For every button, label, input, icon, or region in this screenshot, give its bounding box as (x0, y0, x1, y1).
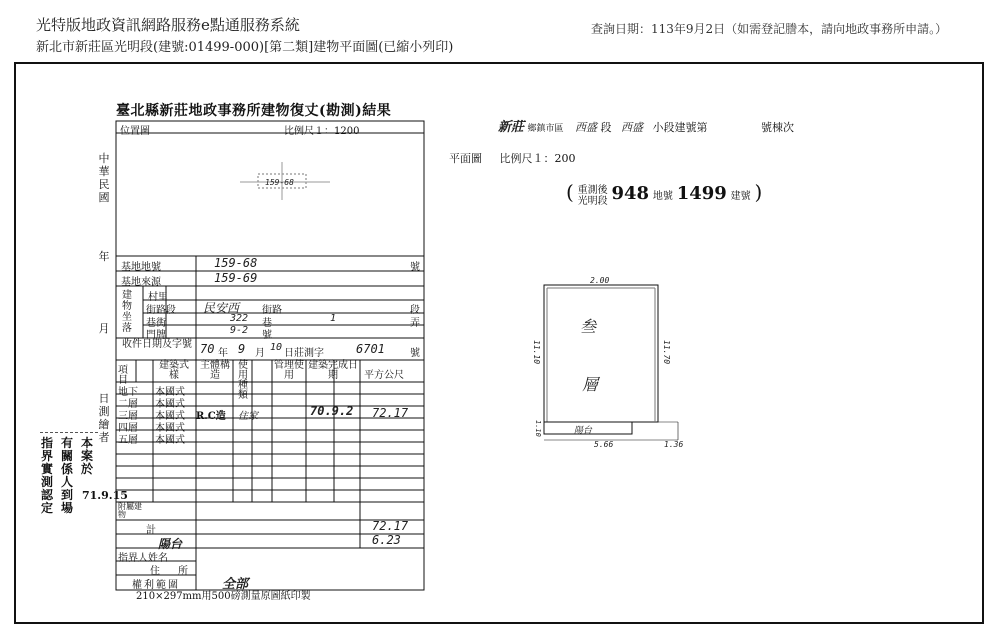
receipt-word: 日莊測字 (284, 348, 324, 359)
floor-plan (544, 285, 678, 440)
receipt-month: 9 (238, 342, 246, 356)
floor-use: 住家 (238, 411, 258, 422)
code-line2: 光明段 (577, 195, 608, 207)
door-label: 門牌 (146, 330, 166, 341)
address-label: 住所 (150, 566, 206, 577)
subtotal-label: 計 (146, 525, 156, 536)
floor-area: 72.17 (372, 406, 409, 420)
base-land-no-unit: 號 (410, 262, 420, 273)
rights-label: 權利範圍 (132, 580, 180, 591)
alley-value: 1 (330, 313, 337, 324)
balcony-area: 6.23 (372, 533, 401, 547)
address-group-label: 建物坐落 (122, 290, 132, 334)
plan-bottom-left-dim: 5.66 (594, 440, 614, 449)
building-number: 1499 (676, 183, 727, 204)
base-land-no: 159-68 (214, 256, 258, 270)
receipt-label: 收件日期及字號 (122, 339, 192, 350)
plan-floor-text-2: 層 (582, 375, 599, 394)
indicator-label: 指界人姓名 (118, 553, 168, 564)
floor-label: 五層 (118, 435, 138, 446)
floor-style: 本國式 (155, 399, 185, 410)
alley-unit: 弄 (410, 318, 420, 329)
lane-unit: 巷 (262, 318, 272, 329)
base-land-src-label: 基地來源 (121, 277, 161, 288)
tail-label: 號棟次 (761, 121, 795, 134)
building-code: ( 重測後 光明段 948 地號 1499 建號 ) (566, 180, 763, 207)
rights-value: 全部 (222, 577, 249, 592)
stamp-col2: 有關係人到場 (60, 436, 73, 515)
subsection-label: 小段建號第 (652, 121, 708, 134)
door-value: 9-2 (230, 325, 249, 336)
receipt-no-unit: 號 (410, 348, 420, 359)
receipt-month-unit: 月 (255, 348, 265, 359)
col-use: 使用種類 (238, 360, 248, 401)
col-manage: 管理使用 (274, 360, 304, 381)
document-title: 臺北縣新莊地政事務所建物復丈(勘測)結果 (116, 103, 392, 119)
attached-label: 附屬建物 (118, 502, 142, 519)
village-label: 村里 (148, 292, 168, 303)
col-structure: 主體構造 (200, 360, 230, 381)
floor-date: 70.9.2 (310, 404, 354, 418)
balcony-label: 陽台 (158, 537, 183, 551)
subsection-value: 西盛 (621, 121, 644, 134)
section-value: 西盛 (575, 121, 598, 134)
query-date: 查詢日期：113年9月2日（如需登記謄本，請向地政事務所申請。） (591, 22, 948, 36)
col-floor: 建築式樣 (159, 360, 189, 381)
roc-label: 中華民國 (98, 152, 110, 204)
location-sketch-text: 159-68 (265, 178, 294, 187)
section-label: 段 (600, 121, 612, 134)
floor-label: 地下 (118, 387, 138, 398)
base-land-no-label: 基地地號 (121, 262, 161, 273)
land-label: 地號 (652, 191, 673, 202)
year-label: 年 (98, 250, 110, 263)
col-area: 平方公尺 (364, 370, 404, 381)
floor-style: 本國式 (155, 423, 185, 434)
lane-label: 巷衖 (146, 318, 166, 329)
street-label: 街路段 (146, 305, 176, 316)
base-land-src: 159-69 (214, 271, 258, 285)
total-area: 72.17 (372, 519, 409, 533)
month-label: 月 (98, 322, 110, 335)
day-surveyor-label: 日測繪者 (98, 392, 110, 444)
lane-value: 322 (230, 313, 249, 324)
footer-note: 210×297mm用500磅測量原圖紙印製 (136, 591, 311, 602)
street-value: 民安西 (203, 301, 240, 315)
stamp-col3: 指界實測認定 (40, 436, 53, 515)
receipt-year: 70 (200, 342, 215, 356)
floor-style: 本國式 (155, 411, 185, 422)
receipt-no: 6701 (356, 342, 385, 356)
plan-left-dim: 11.10 (532, 340, 541, 365)
city-value: 新莊 (498, 120, 525, 135)
floor-label: 四層 (118, 423, 138, 434)
receipt-year-unit: 年 (218, 348, 228, 359)
location-scale: 比例尺１：1200 (284, 126, 360, 137)
city-units: 鄉鎮市區 (527, 124, 564, 134)
col-completion: 建築完成日期 (308, 360, 358, 381)
street-unit: 街路 (262, 305, 282, 316)
floor-label: 二層 (118, 399, 138, 410)
door-unit: 號 (262, 330, 272, 341)
col-item: 項目 (118, 365, 128, 386)
plan-outline (544, 285, 658, 422)
floor-style: 本國式 (155, 435, 185, 446)
land-number: 948 (611, 183, 650, 204)
plan-top-dim: 2.00 (590, 276, 610, 285)
plan-label: 平面圖 (449, 152, 482, 165)
building-label: 建號 (730, 191, 751, 202)
plan-scale-value: 比例尺１：200 (499, 152, 576, 165)
page-subtitle: 新北市新莊區光明段(建號:01499-000)[第二類]建物平面圖(已縮小列印) (36, 40, 454, 55)
floor-label: 三層 (118, 411, 138, 422)
stamp-col1: 本案於 (80, 436, 93, 476)
plan-floor-text-1: 叁 (580, 317, 597, 336)
code-line1: 重測後 (577, 184, 608, 196)
page-title: 光特版地政資訊網路服務e點通服務系統 (36, 16, 300, 34)
plan-right-dim: 11.70 (662, 340, 671, 365)
section-unit: 段 (410, 305, 420, 316)
receipt-day: 10 (270, 342, 283, 353)
plan-small-dim: 1.10 (534, 420, 542, 437)
floor-structure: R.C造 (196, 411, 226, 422)
floor-style: 本國式 (155, 387, 185, 398)
location-label: 位置圖 (120, 126, 150, 137)
stamp-date: 71.9.15 (82, 489, 128, 502)
plan-balcony-text: 陽台 (574, 426, 593, 436)
plan-bottom-right-dim: 1.36 (664, 440, 684, 449)
